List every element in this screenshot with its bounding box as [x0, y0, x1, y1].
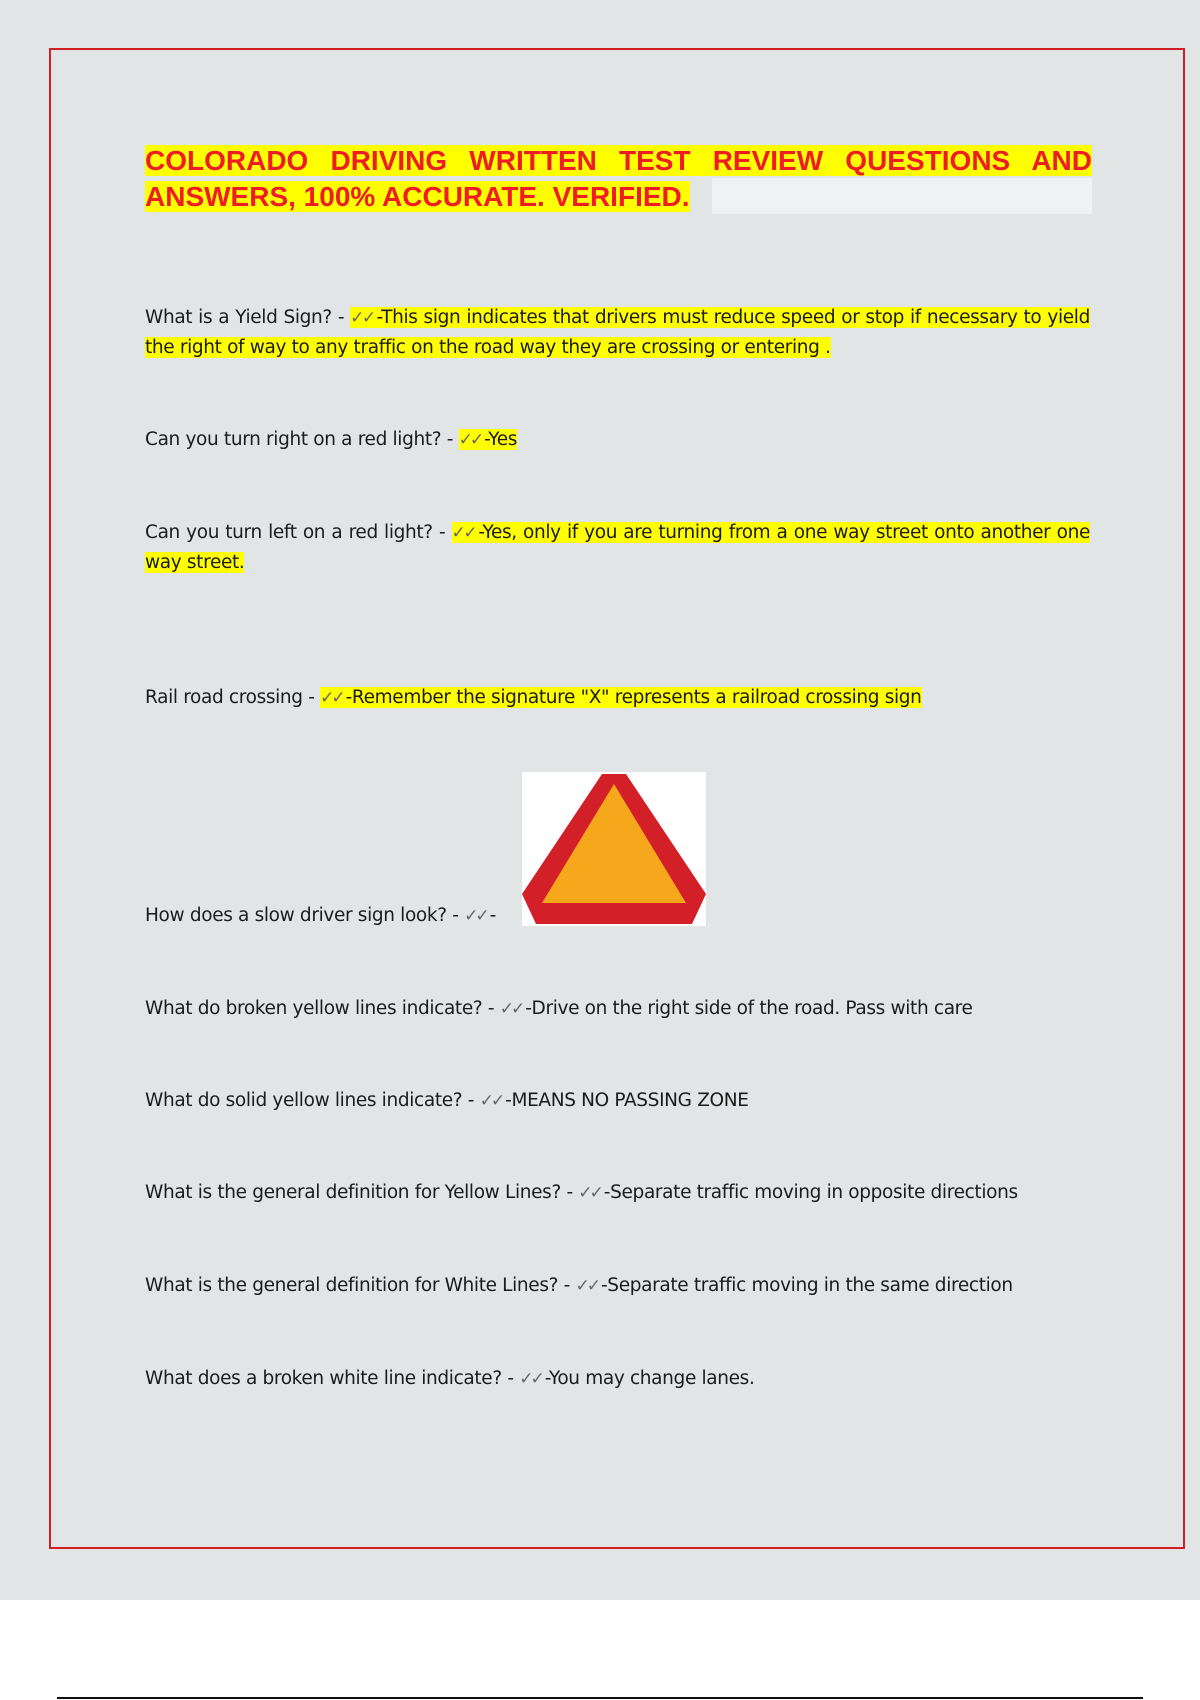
double-check-icon: ✓✓ — [464, 906, 487, 926]
answer-text: -You may change lanes. — [544, 1368, 755, 1389]
question-text: How does a slow driver sign look? - — [145, 905, 465, 926]
question-text: What do broken yellow lines indicate? - — [145, 998, 500, 1019]
answer-text: -Separate traffic moving in the same direction — [600, 1275, 1013, 1296]
double-check-icon: ✓✓ — [479, 1091, 503, 1111]
double-check-icon: ✓✓ — [578, 1183, 601, 1203]
qa-item-broken-white-line — [145, 1364, 1090, 1394]
double-check-icon: ✓✓ — [451, 523, 476, 543]
qa-text — [145, 518, 1090, 577]
double-check-icon: ✓✓ — [499, 999, 523, 1019]
double-check-icon: ✓✓ — [519, 1369, 542, 1389]
qa-item-slow-driver-sign — [145, 901, 1090, 931]
double-check-icon: ✓✓ — [575, 1276, 598, 1296]
question-text: Rail road crossing - — [145, 687, 321, 708]
qa-item-yellow-lines-definition — [145, 1178, 1090, 1208]
footer-divider — [57, 1697, 1143, 1699]
question-text: What is the general definition for Yellow Lines? - — [145, 1182, 579, 1203]
qa-text — [145, 303, 1090, 362]
document-title — [145, 143, 1092, 215]
question-text: Can you turn right on a red light? - — [145, 429, 459, 450]
question-text: What do solid yellow lines indicate? - — [145, 1090, 480, 1111]
qa-item-broken-yellow-lines — [145, 994, 1090, 1024]
qa-item-rail-road-crossing — [145, 683, 1090, 713]
qa-item-yield-sign — [145, 303, 1090, 362]
question-text: Can you turn left on a red light? - — [145, 522, 452, 543]
document-title-text: COLORADO DRIVING WRITTEN TEST REVIEW QUESTIONS AND ANSWERS, 100% ACCURATE. VERIFIED. — [145, 145, 1092, 212]
qa-item-right-on-red — [145, 425, 1090, 455]
answer-text: -This sign indicates that drivers must reduce speed or stop if necessary to yield the right of way to any traffic on the road way they are crossing or entering . — [145, 307, 1090, 358]
answer-highlight — [320, 687, 921, 708]
question-text: What is a Yield Sign? - — [145, 307, 351, 328]
qa-item-white-lines-definition — [145, 1271, 1090, 1301]
qa-item-left-on-red — [145, 518, 1090, 577]
double-check-icon: ✓✓ — [458, 430, 482, 450]
answer-text: -Drive on the right side of the road. Pass with care — [525, 998, 973, 1019]
question-text: What is the general definition for White Lines? - — [145, 1275, 576, 1296]
answer-text: -Yes — [484, 429, 518, 450]
question-text: What does a broken white line indicate? - — [145, 1368, 520, 1389]
answer-text: -Separate traffic moving in opposite directions — [603, 1182, 1018, 1203]
answer-text: -Remember the signature "X" represents a railroad crossing sign — [345, 687, 922, 708]
answer-text: - — [489, 905, 496, 926]
answer-text: -Yes, only if you are turning from a one way street onto another one way street. — [145, 522, 1090, 573]
qa-item-solid-yellow-lines — [145, 1086, 1090, 1116]
double-check-icon: ✓✓ — [320, 688, 343, 708]
answer-text: -MEANS NO PASSING ZONE — [505, 1090, 749, 1111]
double-check-icon: ✓✓ — [350, 308, 374, 328]
answer-highlight — [459, 429, 517, 450]
